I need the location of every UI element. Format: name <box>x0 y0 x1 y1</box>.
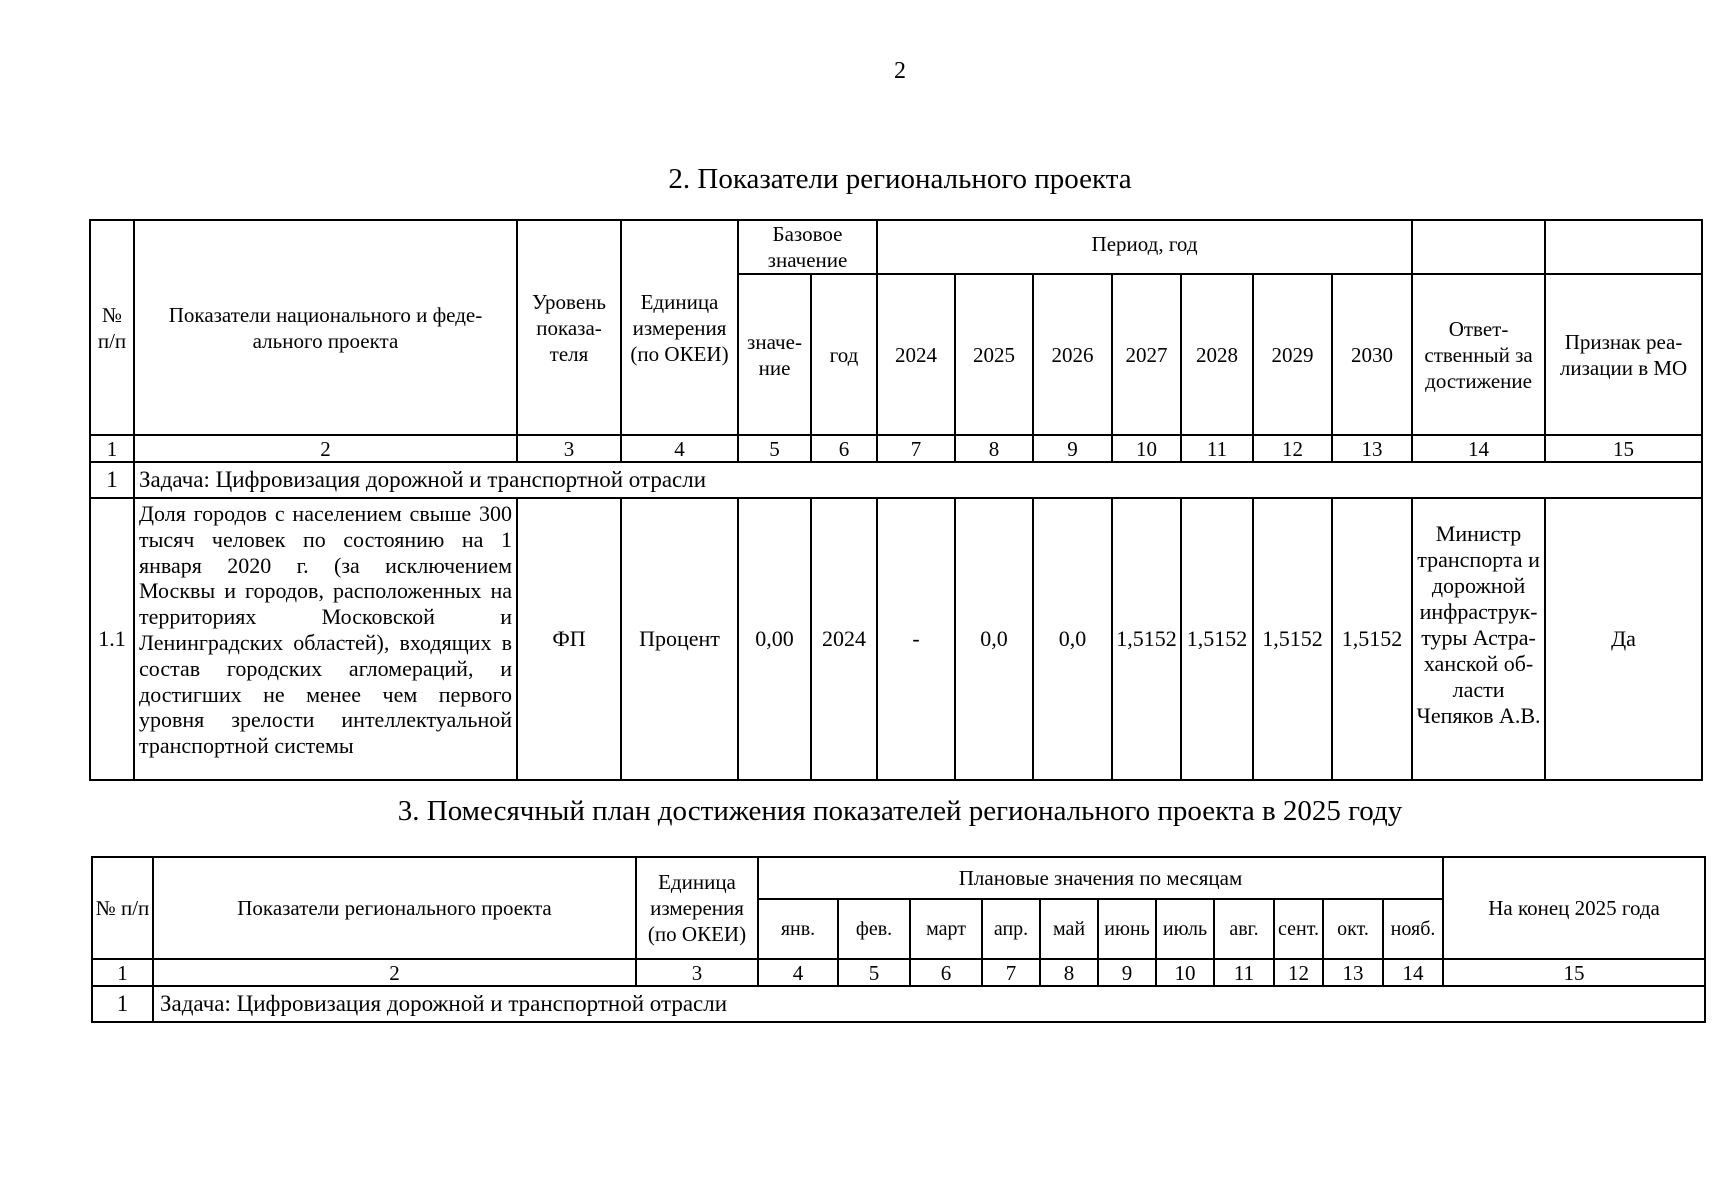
column-number: 8 <box>1040 959 1098 986</box>
header-month: окт. <box>1323 899 1383 959</box>
indicators-table <box>89 219 1703 781</box>
header-unit: Единица измерения (по ОКЕИ) <box>621 220 738 435</box>
header-month: фев. <box>838 899 910 959</box>
column-number: 14 <box>1383 959 1443 986</box>
column-number: 4 <box>758 959 838 986</box>
row-responsible: Министр транспорта и дорожной инфраструк-туры Астра-ханской об-ласти Чепяков А.В. <box>1412 498 1545 780</box>
header-indicator: Показатели регионального проекта <box>153 857 636 959</box>
row-base-year: 2024 <box>811 498 877 780</box>
header-responsible: Ответ-ственный за достижение <box>1412 274 1545 435</box>
column-numbers-row <box>92 959 1705 986</box>
header-month: авг. <box>1214 899 1274 959</box>
header-base-group: Базовое значение <box>738 220 877 274</box>
header-year: 2030 <box>1332 274 1412 435</box>
header-months-group: Плановые значения по месяцам <box>758 857 1443 899</box>
header-month: нояб. <box>1383 899 1443 959</box>
page-number: 2 <box>894 58 906 84</box>
header-month: апр. <box>982 899 1040 959</box>
header-end-of-year: На конец 2025 года <box>1443 857 1705 959</box>
column-number: 5 <box>738 435 811 462</box>
column-number: 9 <box>1033 435 1112 462</box>
row-value-2026: 0,0 <box>1033 498 1112 780</box>
row-level: ФП <box>517 498 621 780</box>
row-value-2024: - <box>877 498 955 780</box>
header-empty-14 <box>1412 220 1545 274</box>
column-number: 12 <box>1274 959 1323 986</box>
section-title-indicators: 2. Показатели регионального проекта <box>668 163 1132 195</box>
task-row <box>90 462 1702 498</box>
row-base-value: 0,00 <box>738 498 811 780</box>
header-unit: Единица измерения (по ОКЕИ) <box>636 857 758 959</box>
column-number: 1 <box>92 959 153 986</box>
row-indicator: Доля городов с населением свыше 300 тысяч человек по состоянию на 1 января 2020 г. (за исключением Москвы и городов, расположенных на территориях Московской и Ленинградских областей), входящих в состав городских агломераций, и достигших не менее чем первого уровня зрелости интеллектуальной транспортной системы <box>134 498 517 780</box>
column-number: 14 <box>1412 435 1545 462</box>
header-year: 2027 <box>1112 274 1181 435</box>
header-base-year: год <box>811 274 877 435</box>
header-month: июль <box>1156 899 1214 959</box>
column-number: 12 <box>1253 435 1332 462</box>
header-empty-15 <box>1545 220 1702 274</box>
column-number: 10 <box>1156 959 1214 986</box>
column-number: 5 <box>838 959 910 986</box>
header-month: сент. <box>1274 899 1323 959</box>
table-row <box>90 498 1702 780</box>
row-value-2029: 1,5152 <box>1253 498 1332 780</box>
column-number: 15 <box>1443 959 1705 986</box>
row-unit: Процент <box>621 498 738 780</box>
column-number: 13 <box>1323 959 1383 986</box>
column-numbers-row <box>90 435 1702 462</box>
header-period-group: Период, год <box>877 220 1412 274</box>
header-year: 2024 <box>877 274 955 435</box>
header-level: Уровень показа-теля <box>517 220 621 435</box>
column-number: 11 <box>1181 435 1253 462</box>
column-number: 11 <box>1214 959 1274 986</box>
task-row <box>92 986 1705 1022</box>
header-indicator: Показатели национального и феде-ального проекта <box>134 220 517 435</box>
header-num: № п/п <box>90 220 134 435</box>
header-year: 2025 <box>955 274 1033 435</box>
row-mo-sign: Да <box>1545 498 1702 780</box>
column-number: 9 <box>1098 959 1156 986</box>
column-number: 3 <box>636 959 758 986</box>
section-title-monthly-plan: 3. Помесячный план достижения показателей регионального проекта в 2025 году <box>397 795 1403 827</box>
column-number: 3 <box>517 435 621 462</box>
column-number: 13 <box>1332 435 1412 462</box>
header-year: 2026 <box>1033 274 1112 435</box>
column-number: 6 <box>910 959 982 986</box>
header-num: № п/п <box>92 857 153 959</box>
column-number: 8 <box>955 435 1033 462</box>
row-num: 1.1 <box>90 498 134 780</box>
column-number: 7 <box>982 959 1040 986</box>
header-month: янв. <box>758 899 838 959</box>
row-value-2030: 1,5152 <box>1332 498 1412 780</box>
column-number: 2 <box>134 435 517 462</box>
header-month: май <box>1040 899 1098 959</box>
task-text: Задача: Цифровизация дорожной и транспортной отрасли <box>134 462 1702 498</box>
row-value-2028: 1,5152 <box>1181 498 1253 780</box>
header-month: июнь <box>1098 899 1156 959</box>
row-value-2025: 0,0 <box>955 498 1033 780</box>
task-num: 1 <box>90 462 134 498</box>
column-number: 6 <box>811 435 877 462</box>
column-number: 4 <box>621 435 738 462</box>
header-mo-sign: Признак реа-лизации в МО <box>1545 274 1702 435</box>
monthly-plan-table <box>91 856 1706 1023</box>
header-month: март <box>910 899 982 959</box>
column-number: 15 <box>1545 435 1702 462</box>
column-number: 1 <box>90 435 134 462</box>
task-num: 1 <box>92 986 153 1022</box>
header-year: 2028 <box>1181 274 1253 435</box>
column-number: 10 <box>1112 435 1181 462</box>
row-value-2027: 1,5152 <box>1112 498 1181 780</box>
header-base-value: значе-ние <box>738 274 811 435</box>
task-text: Задача: Цифровизация дорожной и транспортной отрасли <box>153 986 1705 1022</box>
column-number: 7 <box>877 435 955 462</box>
column-number: 2 <box>153 959 636 986</box>
header-year: 2029 <box>1253 274 1332 435</box>
